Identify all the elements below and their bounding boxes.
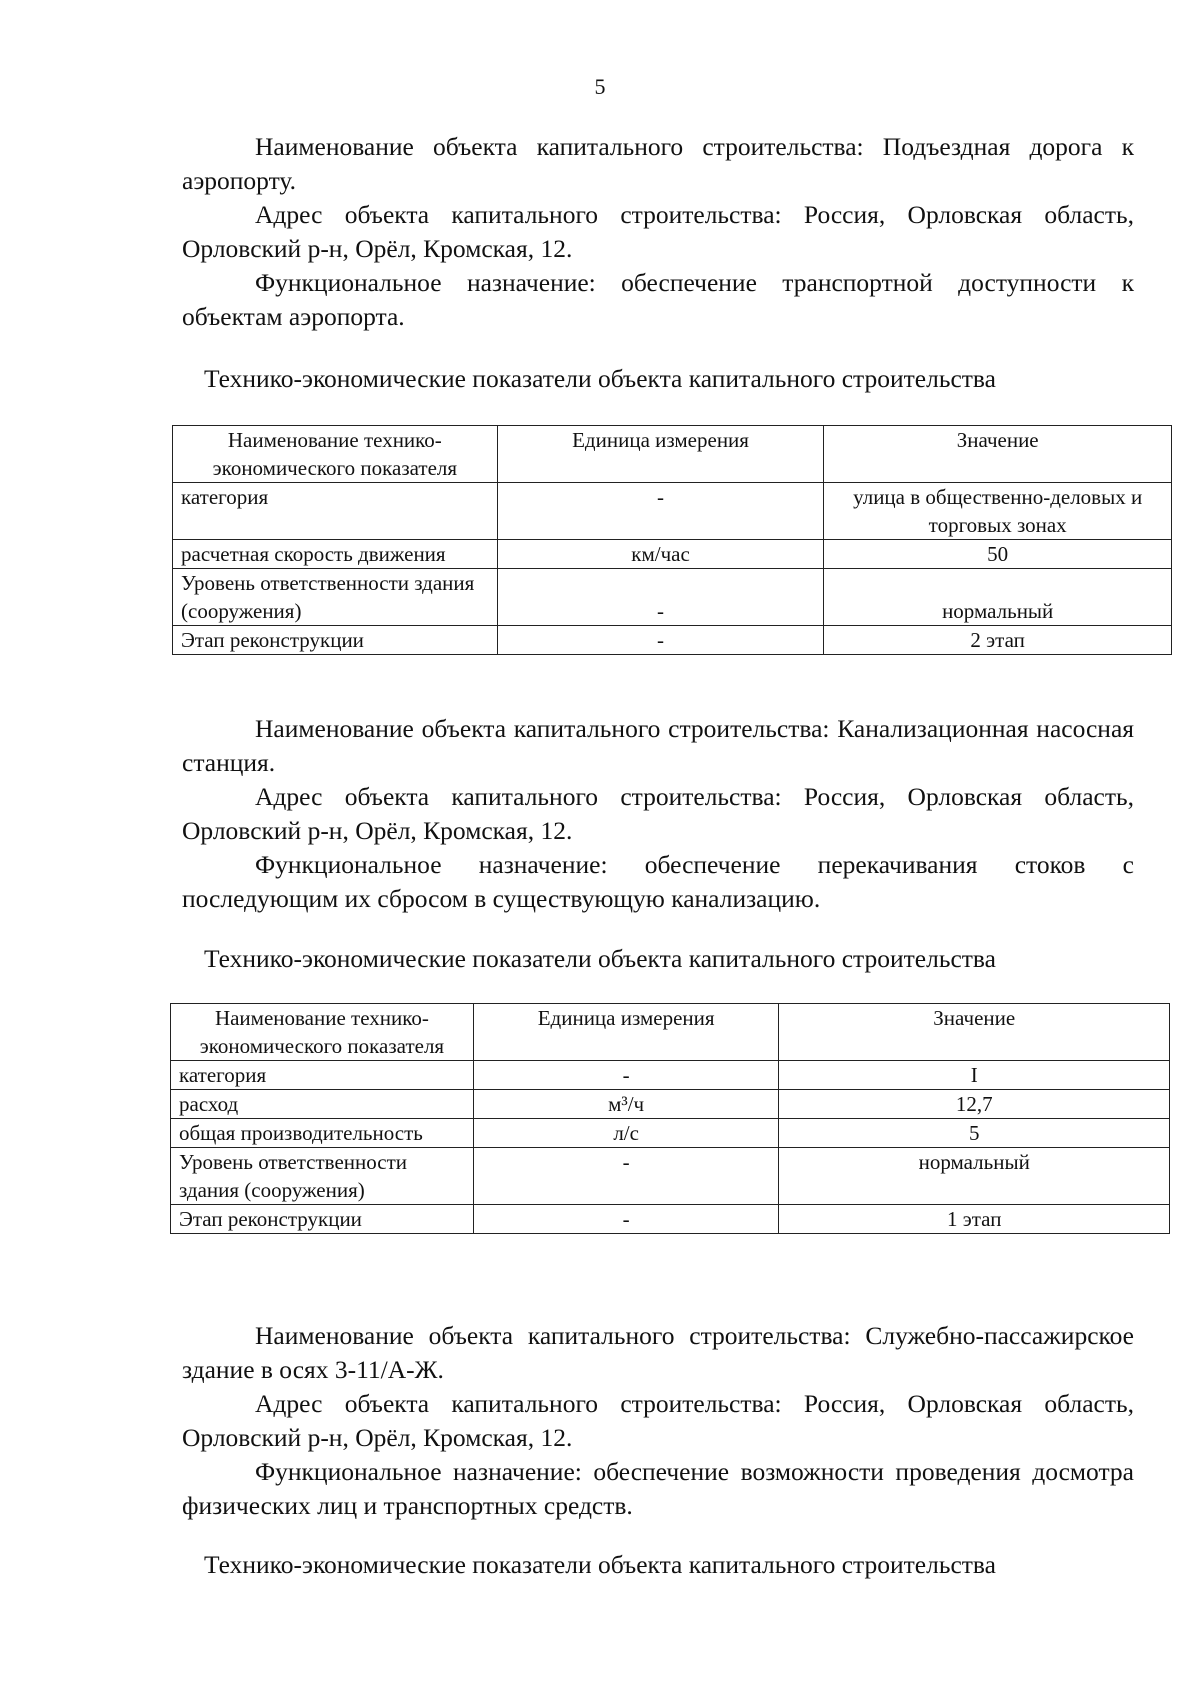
table-row (171, 1090, 1170, 1119)
section2-address: Адрес объекта капитального строительства: Россия, Орловская область, Орловский р-н, Орёл, Кромская, 12. (182, 782, 1134, 845)
section2-caption: Технико-экономические показатели объекта капитального строительства (204, 944, 996, 973)
cell-value: нормальный (779, 1148, 1170, 1205)
section3-text (182, 1319, 1134, 1523)
cell-unit: л/с (473, 1119, 779, 1148)
header-indicator: Наименование технико-экономического показателя (171, 1004, 474, 1061)
section1-caption: Технико-экономические показатели объекта капитального строительства (204, 364, 996, 393)
cell-unit: - (497, 626, 824, 655)
table-row (173, 483, 1172, 540)
cell-unit: - (473, 1205, 779, 1234)
cell-indicator: Уровень ответственности здания (сооружения) (171, 1148, 474, 1205)
header-value: Значение (779, 1004, 1170, 1061)
section1-name: Наименование объекта капитального строительства: Подъездная дорога к аэропорту. (182, 132, 1134, 195)
section3-name: Наименование объекта капитального строительства: Служебно-пассажирское здание в осях 3-11/А-Ж. (182, 1321, 1134, 1384)
section3-purpose: Функциональное назначение: обеспечение возможности проведения досмотра физических лиц и транспортных средств. (182, 1457, 1134, 1520)
cell-value: 12,7 (779, 1090, 1170, 1119)
cell-value: 50 (824, 540, 1172, 569)
cell-indicator: Этап реконструкции (173, 626, 498, 655)
cell-value: улица в общественно-деловых и торговых зонах (824, 483, 1172, 540)
cell-unit: - (473, 1148, 779, 1205)
section1-purpose: Функциональное назначение: обеспечение транспортной доступности к объектам аэропорта. (182, 268, 1134, 331)
section1-text (182, 130, 1134, 334)
cell-indicator: категория (173, 483, 498, 540)
cell-unit: м³/ч (473, 1090, 779, 1119)
cell-indicator: общая производительность (171, 1119, 474, 1148)
section2-table (170, 1003, 1170, 1234)
cell-value: 5 (779, 1119, 1170, 1148)
cell-unit: - (497, 483, 824, 540)
table-row (171, 1205, 1170, 1234)
table-row (171, 1061, 1170, 1090)
header-unit: Единица измерения (473, 1004, 779, 1061)
table-row (173, 540, 1172, 569)
table-row (171, 1148, 1170, 1205)
cell-unit: - (473, 1061, 779, 1090)
section1-address: Адрес объекта капитального строительства: Россия, Орловская область, Орловский р-н, Орёл, Кромская, 12. (182, 200, 1134, 263)
section2-purpose: Функциональное назначение: обеспечение перекачивания стоков с последующим их сбросом в существующую канализацию. (182, 850, 1134, 913)
cell-value: 2 этап (824, 626, 1172, 655)
table-row (173, 626, 1172, 655)
section1-table (172, 425, 1172, 655)
cell-indicator: Уровень ответственности здания (сооружения) (173, 569, 498, 626)
header-unit: Единица измерения (497, 426, 824, 483)
cell-value: нормальный (824, 569, 1172, 626)
section3-caption: Технико-экономические показатели объекта капитального строительства (204, 1550, 996, 1579)
table-header-row (171, 1004, 1170, 1061)
cell-unit: - (497, 569, 824, 626)
cell-value: I (779, 1061, 1170, 1090)
table-header-row (173, 426, 1172, 483)
cell-indicator: Этап реконструкции (171, 1205, 474, 1234)
cell-indicator: расход (171, 1090, 474, 1119)
cell-indicator: расчетная скорость движения (173, 540, 498, 569)
page-number: 5 (594, 74, 606, 99)
cell-unit: км/час (497, 540, 824, 569)
cell-value: 1 этап (779, 1205, 1170, 1234)
section2-text (182, 712, 1134, 916)
section2-name: Наименование объекта капитального строительства: Канализационная насосная станция. (182, 714, 1134, 777)
header-value: Значение (824, 426, 1172, 483)
cell-indicator: категория (171, 1061, 474, 1090)
table-row (173, 569, 1172, 626)
table-row (171, 1119, 1170, 1148)
section3-address: Адрес объекта капитального строительства: Россия, Орловская область, Орловский р-н, Орёл, Кромская, 12. (182, 1389, 1134, 1452)
header-indicator: Наименование технико-экономического показателя (173, 426, 498, 483)
